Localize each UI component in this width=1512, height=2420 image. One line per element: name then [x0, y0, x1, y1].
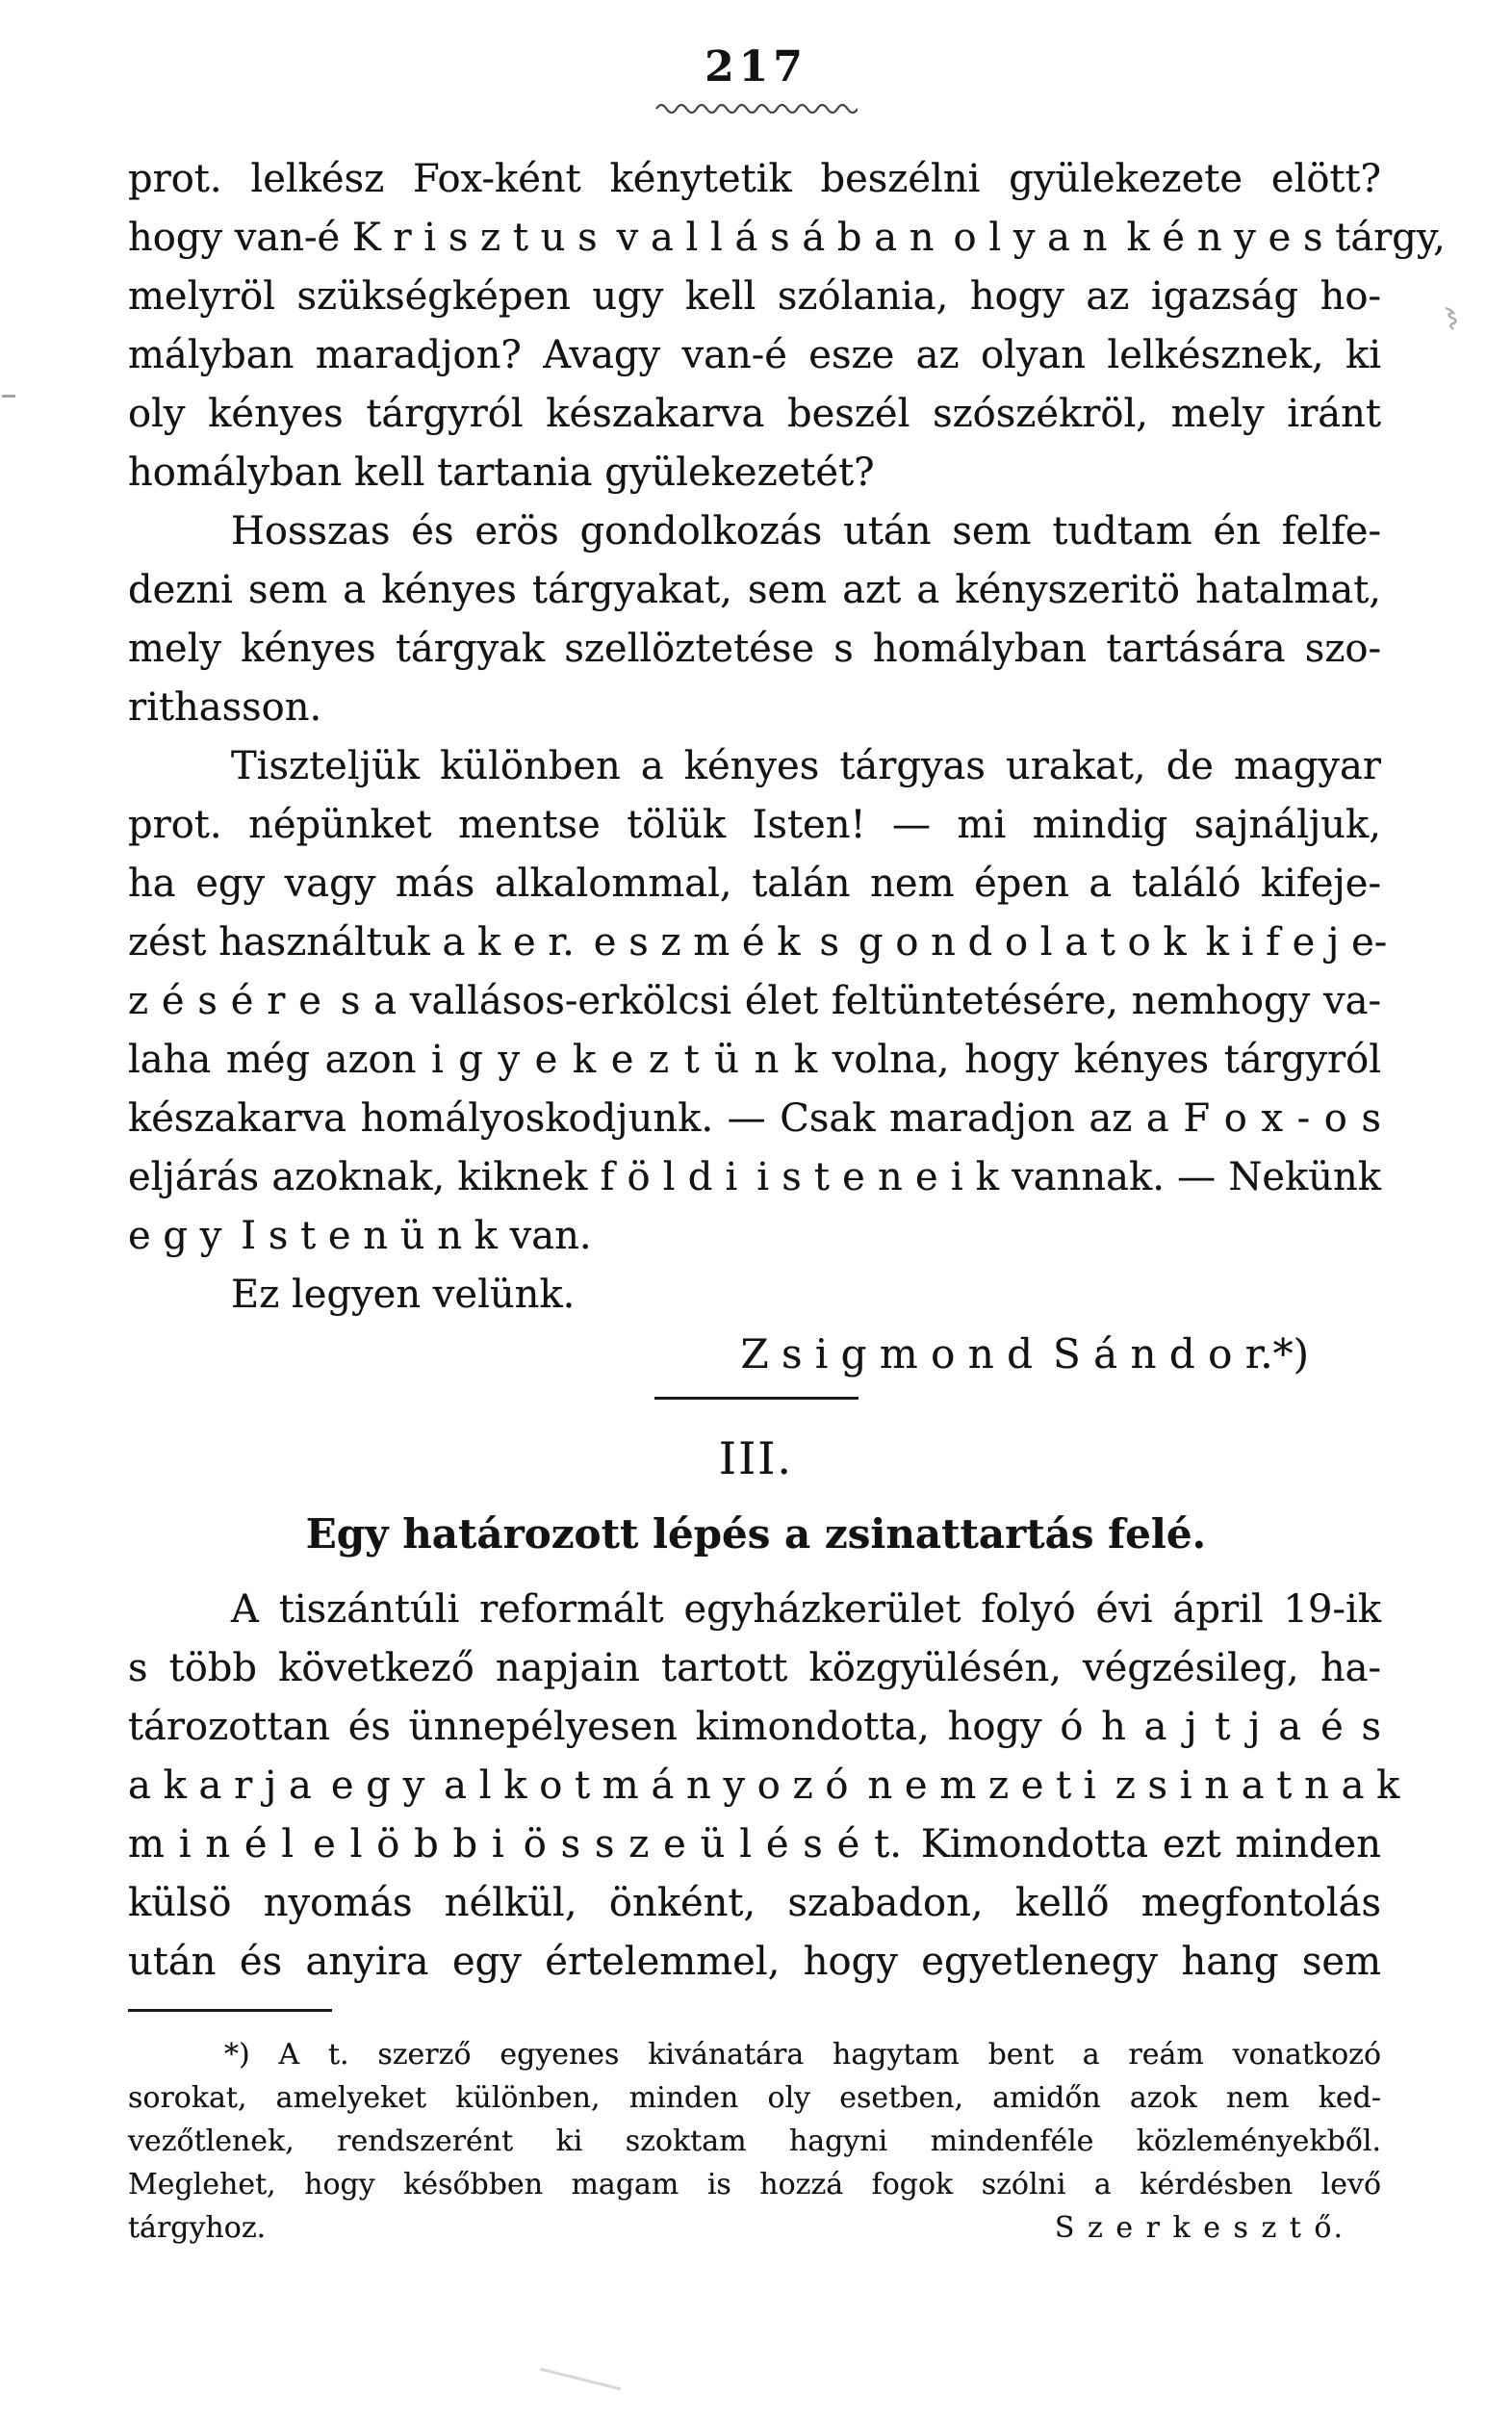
- text-line: tározottan és ünnepélyesen kimondotta, hogy ó h a j t j a é s: [128, 1705, 1381, 1749]
- paragraph-2: [128, 502, 1381, 737]
- text-line: a k a r j a e g y a l k o t m á n y o z ó n e m z e t i z s i n a t n a k: [128, 1764, 1400, 1808]
- footnote-line: Meglehet, hogy későbben magam is hozzá fogok szólni a kérdésben levő: [128, 2168, 1381, 2201]
- text-line: mályban maradjon? Avagy van-é esze az olyan lelkésznek, ki: [128, 333, 1381, 377]
- text-line: melyröl szükségképen ugy kell szólania, hogy az igazság ho-: [128, 274, 1381, 319]
- text-line: Hosszas és erös gondolkozás után sem tudtam én felfe-: [231, 509, 1381, 554]
- section-number: III.: [718, 1432, 794, 1484]
- text-line: laha még azon i g y e k e z t ü n k volna, hogy kényes tárgyról: [128, 1038, 1381, 1082]
- ink-smudge-artifact: [1442, 304, 1459, 333]
- article-heading: Egy határozott lépés a zsinattartás felé.: [305, 1510, 1207, 1558]
- footnote-line: *) A t. szerző egyenes kivánatára hagytam bent a reám vonatkozó: [224, 2038, 1381, 2072]
- editor-signature: S z e r k e s z t ő.: [1054, 2211, 1345, 2245]
- page-number: 217: [705, 42, 807, 91]
- text-line: zést használtuk a k e r. e s z m é k s g o n d o l a t o k k i f e j e-: [128, 920, 1388, 965]
- margin-speck-artifact: [2, 395, 15, 398]
- text-line: Tiszteljük különben a kényes tárgyas urakat, de magyar: [231, 744, 1381, 788]
- footnote-closing-word: tárgyhoz.: [128, 2211, 267, 2245]
- footnote-line: vezőtlenek, rendszerént ki szoktam hagyni mindenféle közleményekből.: [128, 2124, 1381, 2158]
- footnote-rule: [128, 2009, 332, 2012]
- paragraph-5: [128, 1581, 1400, 1992]
- text-line: Ez legyen velünk.: [231, 1273, 576, 1317]
- text-line: külsö nyomás nélkül, önként, szabadon, kellő megfontolás: [128, 1881, 1381, 1925]
- text-line: készakarva homályoskodjunk. — Csak maradjon az a F o x - o s: [128, 1096, 1381, 1141]
- footnote-block: [128, 2033, 1381, 2250]
- paragraph-3: [128, 737, 1388, 1266]
- text-line: A tiszántúli reformált egyházkerület folyó évi ápril 19-ik: [231, 1587, 1381, 1632]
- text-line: homályban kell tartania gyülekezetét?: [128, 451, 875, 495]
- text-line: prot. lelkész Fox-ként kénytetik beszélni gyülekezete elött?: [128, 157, 1381, 201]
- text-line: eljárás azoknak, kiknek f ö l d i i s t e n e i k vannak. — Nekünk: [128, 1155, 1381, 1199]
- text-line: dezni sem a kényes tárgyakat, sem azt a kényszeritö hatalmat,: [128, 568, 1381, 612]
- wavy-divider-icon: [655, 100, 858, 114]
- signature: Z s i g m o n d S á n d o r.*): [740, 1330, 1309, 1377]
- text-line: hogy van-é K r i s z t u s v a l l á s á b a n o l y a n k é n y e s tárgy,: [128, 216, 1446, 260]
- text-line: z é s é r e s a vallásos-erkölcsi élet feltüntetésére, nemhogy va-: [128, 979, 1381, 1023]
- text-line: oly kényes tárgyról készakarva beszél szószékröl, mely iránt: [128, 392, 1381, 436]
- paragraph-1: [128, 150, 1446, 502]
- footnote-closing-line: [128, 2206, 1381, 2250]
- pencil-mark-artifact: [540, 2368, 621, 2391]
- section-divider-rule: [654, 1397, 859, 1400]
- text-line: prot. népünket mentse tölük Isten! — mi mindig sajnáljuk,: [128, 803, 1381, 847]
- text-line: mely kényes tárgyak szellöztetése s homályban tartására szo-: [128, 627, 1381, 671]
- text-line: e g y I s t e n ü n k van.: [128, 1214, 592, 1258]
- paragraph-4: [128, 1266, 1381, 1325]
- footnote-line: sorokat, amelyeket különben, minden oly esetben, amidőn azok nem ked-: [128, 2081, 1381, 2115]
- text-line: m i n é l e l ö b b i ö s s z e ü l é s é t. Kimondotta ezt minden: [128, 1822, 1381, 1866]
- text-line: ha egy vagy más alkalommal, talán nem épen a találó kifeje-: [128, 862, 1381, 906]
- main-text-block: [128, 150, 1446, 1383]
- text-line: s több következő napjain tartott közgyülésén, végzésileg, ha-: [128, 1646, 1381, 1690]
- text-line: után és anyira egy értelemmel, hogy egyetlenegy hang sem: [128, 1940, 1381, 1984]
- text-line: rithasson.: [128, 685, 322, 730]
